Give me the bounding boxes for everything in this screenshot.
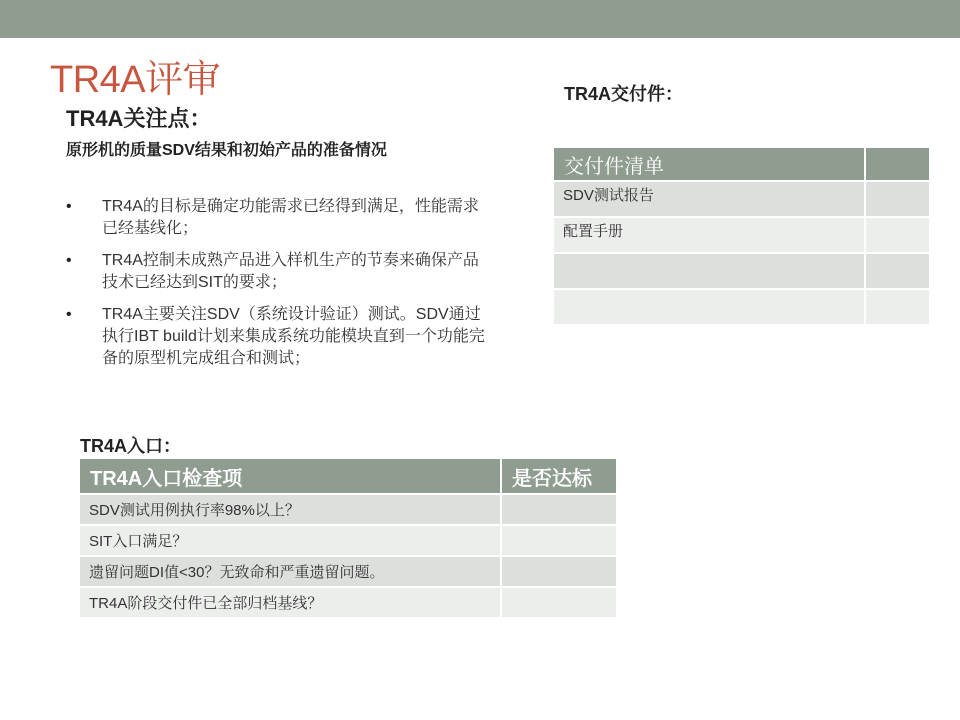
table-cell <box>865 253 930 289</box>
table-cell <box>501 525 617 556</box>
deliverables-col-list: 交付件清单 <box>554 148 865 181</box>
table-row <box>80 525 617 556</box>
table-cell <box>865 217 930 253</box>
table-cell <box>501 587 617 618</box>
table-row <box>554 253 930 289</box>
table-cell <box>554 253 865 289</box>
focus-heading: TR4A关注点： <box>66 106 212 131</box>
focus-bullet-item <box>66 250 486 294</box>
slide-title: TR4A评审 <box>50 59 221 101</box>
table-cell: 遗留问题DI值<30？无致命和严重遗留问题。 <box>80 556 501 587</box>
table-row <box>80 587 617 618</box>
entry-col-met: 是否达标 <box>501 459 617 494</box>
table-cell <box>865 289 930 325</box>
top-band <box>0 0 960 38</box>
entry-heading: TR4A入口： <box>80 436 182 456</box>
focus-bullet-list <box>66 196 486 380</box>
focus-subheading: 原形机的质量SDV结果和初始产品的准备情况 <box>66 142 387 159</box>
table-cell: 配置手册 <box>554 217 865 253</box>
deliverables-heading: TR4A交付件： <box>564 84 684 104</box>
bullet-dot-icon: • <box>66 306 72 323</box>
deliverables-col-extra <box>865 148 930 181</box>
focus-bullet-text: TR4A控制未成熟产品进入样机生产的节奏来确保产品技术已经达到SIT的要求； <box>102 252 479 291</box>
table-cell: SDV测试用例执行率98%以上？ <box>80 494 501 525</box>
bullet-dot-icon: • <box>66 198 72 215</box>
deliverables-header-row <box>554 148 930 181</box>
deliverables-table <box>554 148 931 326</box>
bullet-dot-icon: • <box>66 252 72 269</box>
focus-bullet-item <box>66 304 486 370</box>
table-cell: SIT入口满足？ <box>80 525 501 556</box>
table-cell: SDV测试报告 <box>554 181 865 217</box>
focus-bullet-item <box>66 196 486 240</box>
table-row <box>554 217 930 253</box>
table-cell <box>501 494 617 525</box>
focus-bullet-text: TR4A主要关注SDV（系统设计验证）测试。SDV通过执行IBT build计划来集成系统功能模块直到一个功能完备的原型机完成组合和测试； <box>102 306 485 367</box>
entry-header-row <box>80 459 617 494</box>
entry-checklist-table <box>80 459 618 619</box>
table-row <box>554 289 930 325</box>
table-row <box>80 556 617 587</box>
table-cell <box>554 289 865 325</box>
table-cell <box>865 181 930 217</box>
table-row <box>554 181 930 217</box>
table-row <box>80 494 617 525</box>
table-cell: TR4A阶段交付件已全部归档基线？ <box>80 587 501 618</box>
table-cell <box>501 556 617 587</box>
focus-bullet-text: TR4A的目标是确定功能需求已经得到满足，性能需求已经基线化； <box>102 198 479 237</box>
entry-col-check-item: TR4A入口检查项 <box>80 459 501 494</box>
